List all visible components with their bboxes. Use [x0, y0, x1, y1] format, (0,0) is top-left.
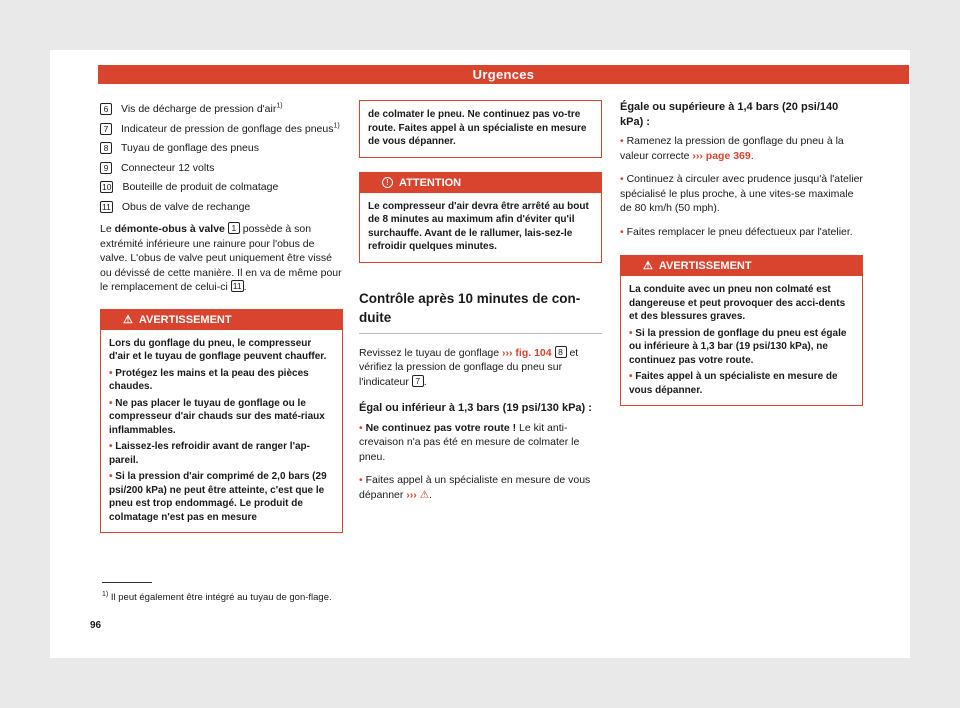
warning-bullet: • Ne pas placer le tuyau de gonflage ou le compresseur d'air chauds sur des maté-riaux inflammables. — [109, 397, 325, 436]
case-heading: Égale ou supérieure à 1,4 bars (20 psi/140 kPa) : — [620, 101, 839, 128]
warning-box — [100, 309, 343, 534]
warning-bullet: • Si la pression d'air comprimé de 2,0 bars (29 psi/200 kPa) ne peut être atteinte, c'est que le pneu est trop endommagé. Le produit de colmatage n'est pas en mesure — [109, 471, 327, 523]
para-bold-term: démonte-obus à valve — [114, 223, 225, 235]
warning-bullet: • Laissez-les refroidir avant de ranger l'ap-pareil. — [109, 441, 310, 466]
warning-box-body — [621, 276, 862, 405]
callout-number: 1 — [228, 222, 240, 234]
para-text: Le — [100, 223, 115, 235]
warning-title: AVERTISSEMENT — [658, 260, 752, 272]
chapter-header: Urgences — [98, 65, 909, 84]
warning-link[interactable]: ››› — [406, 488, 417, 501]
case-bullet: • Ramenez la pression de gonflage du pneu à la valeur correcte ››› page 369. — [620, 135, 844, 162]
case-bullet: • Faites appel à un spécialiste en mesure de vous dépanner ››› ⚠. — [359, 474, 591, 501]
warning-intro: Lors du gonflage du pneu, le compresseur d'air et le tuyau de gonflage peuvent chauffer. — [109, 337, 327, 362]
warning-bullet: • Protégez les mains et la peau des pièces chaudes. — [109, 367, 309, 392]
manual-page — [50, 50, 910, 658]
parts-list — [100, 102, 343, 214]
footnote-ref: 1) — [333, 122, 340, 129]
column-1 — [100, 102, 343, 533]
callout-number: 9 — [100, 162, 112, 174]
warning-bullet: • Si la pression de gonflage du pneu est égale ou inférieure à 1,3 bar (19 psi/130 kPa), ne continuez pas votre route. — [629, 327, 847, 366]
warning-triangle-icon: ⚠ — [419, 488, 430, 501]
warning-title: AVERTISSEMENT — [138, 313, 232, 326]
attention-box-header — [360, 173, 601, 193]
list-item — [100, 122, 343, 137]
callout-number: 8 — [100, 142, 112, 154]
list-item — [100, 180, 343, 195]
list-item-text: Indicateur de pression de gonflage des pneus — [121, 122, 334, 135]
callout-number: 10 — [102, 182, 112, 192]
attention-title: ATTENTION — [399, 176, 462, 189]
footnote-ref: 1) — [276, 102, 283, 110]
attention-box-body: Le compresseur d'air devra être arrêté au bout de 8 minutes au maximum afin d'éviter qu'il surchauffe. Avant de le rallumer, lais-sez-le refroidir quelques minutes. — [368, 200, 589, 252]
valve-paragraph — [100, 222, 343, 295]
warning-box-header — [101, 310, 342, 330]
page-number: 96 — [90, 620, 102, 631]
figure-link[interactable]: ››› fig. 104 — [502, 346, 552, 359]
list-item — [100, 200, 343, 215]
section-intro: Revissez le tuyau de gonflage ››› fig. 104 8 et vérifiez la pression de gonflage du pneu sur l'indicateur 7 . — [359, 346, 579, 388]
warning-triangle-icon: ⚠ — [123, 313, 133, 326]
footnote — [102, 591, 345, 604]
list-item — [100, 141, 343, 156]
para-text: . — [243, 281, 247, 293]
list-item — [100, 102, 343, 117]
list-item-text: Vis de décharge de pression d'air — [121, 103, 277, 115]
list-item-text: Tuyau de gonflage des pneus — [121, 142, 259, 154]
callout-number: 7 — [412, 375, 424, 387]
page-link[interactable]: ››› page 369 — [692, 149, 751, 162]
column-2 — [359, 100, 602, 511]
info-circle-icon: ! — [382, 177, 393, 188]
case-bullet: • Continuez à circuler avec prudence jusqu'à l'atelier spécialisé le plus proche, à une vites-se maximale de 80 km/h (50 mph). — [620, 173, 863, 214]
warning-box-body: de colmater le pneu. Ne continuez pas vo-tre route. Faites appel à un spécialiste en mesure de vous dépanner. — [368, 109, 587, 147]
footnote-rule — [102, 582, 152, 583]
case-bullet: • Faites remplacer le pneu défectueux par l'atelier. — [620, 225, 853, 238]
warning-box-body — [101, 330, 342, 533]
list-item-text: Obus de valve de rechange — [121, 200, 251, 213]
warning-triangle-icon: ⚠ — [643, 260, 653, 272]
warning-box-continued — [359, 100, 602, 158]
callout-number: 11 — [232, 281, 242, 291]
case-bullet: • Ne continuez pas votre route ! Le kit anti-crevaison n'a pas été en mesure de colmater le pneu. — [359, 421, 580, 463]
footnote-mark: 1) — [102, 590, 109, 598]
section-title: Contrôle après 10 minutes de con-duite — [359, 289, 602, 334]
warning-bullet: • Faites appel à un spécialiste en mesure de vous dépanner. — [629, 371, 838, 396]
attention-box — [359, 172, 602, 263]
callout-number: 8 — [555, 346, 567, 358]
callout-number: 6 — [100, 103, 112, 115]
para-text: possède à son extrémité inférieure une rainure pour l'obus de valve. L'obus de valve peut uniquement être vissé ou dévissé de cette manière. Il en va de même pour le remplacement de celui-ci — [100, 223, 342, 293]
callout-number: 11 — [102, 201, 111, 212]
warning-box-header — [621, 256, 862, 276]
callout-number: 7 — [100, 123, 112, 135]
column-3 — [620, 100, 863, 406]
case-heading: Égal ou inférieur à 1,3 bars (19 psi/130 kPa) : — [359, 402, 592, 414]
list-item — [100, 161, 343, 176]
warning-box — [620, 255, 863, 406]
list-item-text: Bouteille de produit de colmatage — [122, 181, 279, 193]
list-item-text: Connecteur 12 volts — [121, 161, 215, 174]
footnote-text: Il peut également être intégré au tuyau de gon-flage. — [108, 592, 332, 603]
warning-intro: La conduite avec un pneu non colmaté est dangereuse et peut provoquer des acci-dents et des blessures graves. — [629, 284, 846, 322]
